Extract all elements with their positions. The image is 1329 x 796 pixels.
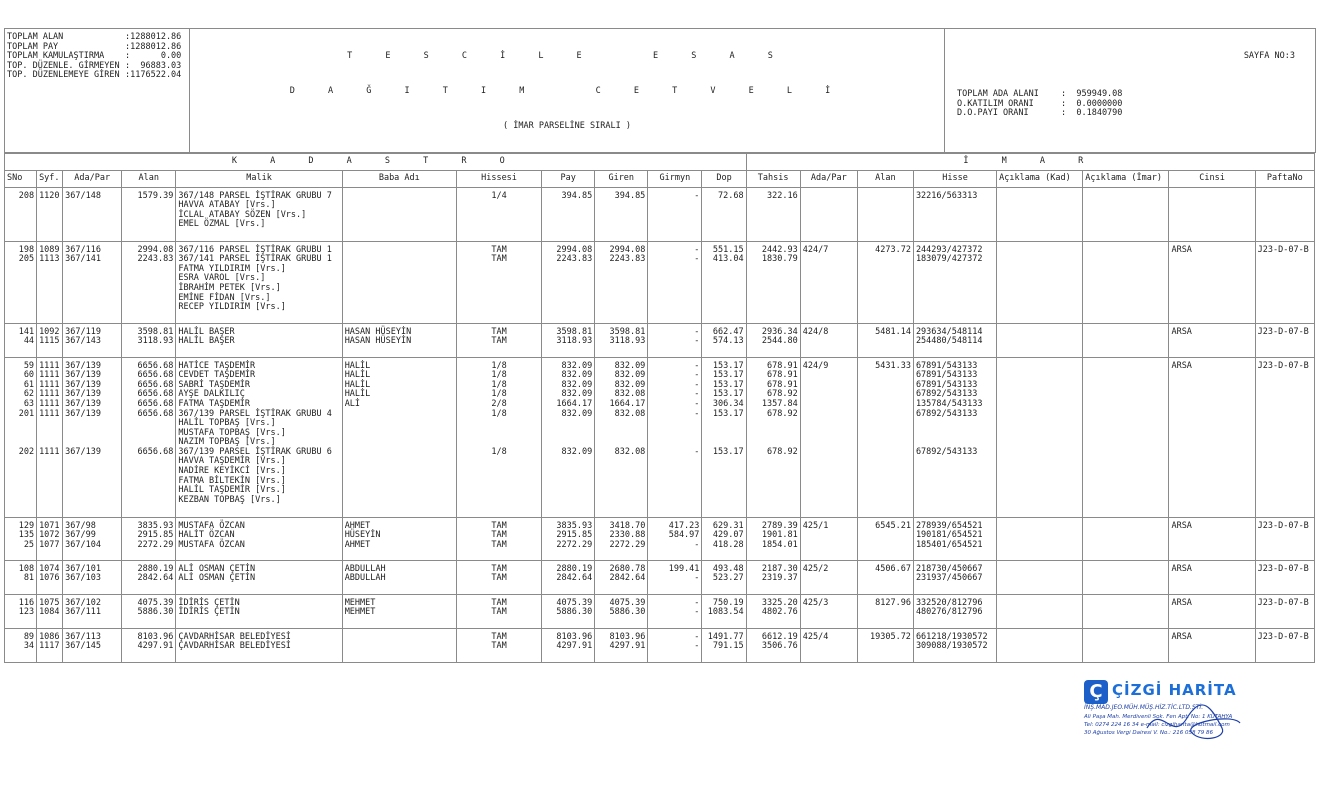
cell-giren: 3598.81 3118.93 [595,323,648,357]
cell-ack-kad [997,323,1083,357]
cell-imar-hisse: 32216/563313 [913,187,996,241]
page-number: SAYFA NO:3 [1243,51,1295,62]
table-row [5,628,1315,662]
column-header: SNo [5,170,37,187]
cell-pay: 2880.19 2842.64 [542,560,595,594]
cell-ack-kad [997,594,1083,628]
cell-cinsi: ARSA [1169,357,1255,517]
ratio-value: : 959949.08 [1061,88,1123,99]
cell-baba: HALİL HALİL HALİL HALİL ALİ [342,357,456,517]
column-header: Girmyn [648,170,702,187]
cell-pay: 832.09 832.09 832.09 832.09 1664.17 832.09 832.09 [542,357,595,517]
column-header: Açıklama (Kad) [997,170,1083,187]
cell-cinsi: ARSA [1169,560,1255,594]
title-line-3: ( İMAR PARSELİNE SIRALI ) [503,120,631,131]
cell-hisse: TAM TAM [456,594,541,628]
cell-tahsis: 6612.19 3506.76 [746,628,800,662]
section-imar: İ M A R [746,153,1314,170]
cell-syf: 1071 1072 1077 [37,517,63,560]
cell-pafta [1255,187,1314,241]
column-header: Açıklama (İmar) [1083,170,1169,187]
cell-ack-imar [1083,357,1169,517]
cell-imar-ada: 424/9 [800,357,857,517]
column-header: Ada/Par [63,170,122,187]
table-row [5,187,1315,241]
cell-tahsis: 2936.34 2544.80 [746,323,800,357]
cell-syf: 1092 1115 [37,323,63,357]
cell-pafta: J23-D-07-B [1255,560,1314,594]
cell-alan: 8103.96 4297.91 [122,628,176,662]
total-label: TOPLAM KAMULAŞTIRMA [7,51,105,62]
stamp-company-name: ÇİZGİ HARİTA [1112,681,1237,699]
cell-sno: 116 123 [5,594,37,628]
cell-girmyn: - - [648,594,702,628]
table-row [5,594,1315,628]
cell-imar-hisse: 67891/543133 67891/543133 67891/543133 67892/543133 135784/543133 67892/543133 67892/543133 [913,357,996,517]
cell-malik: ALİ OSMAN ÇETİN ALİ OSMAN ÇETİN [176,560,342,594]
cell-imar-alan: 5481.14 [857,323,913,357]
cell-sno: 141 44 [5,323,37,357]
cell-imar-hisse: 218730/450667 231937/450667 [913,560,996,594]
cell-girmyn: - - [648,241,702,323]
cell-imar-ada: 425/3 [800,594,857,628]
cell-hisse: TAM TAM [456,560,541,594]
column-header: Malik [176,170,342,187]
stamp-company-subtitle: İNŞ.MAD.JEO.MÜH.MÜŞ.HİZ.TİC.LTD.ŞTİ. [1084,704,1204,711]
cell-girmyn: - - [648,628,702,662]
cell-sno: 59 60 61 62 63 201 202 [5,357,37,517]
cell-dop: 662.47 574.13 [702,323,746,357]
cell-dop: 493.48 523.27 [702,560,746,594]
cell-alan: 2880.19 2842.64 [122,560,176,594]
ratio-label: D.O.PAYI ORANI [957,108,1029,119]
total-value: :1288012.86 [125,41,182,52]
cell-giren: 4075.39 5886.30 [595,594,648,628]
column-header: Hissesi [456,170,541,187]
cell-hisse: TAM TAM [456,241,541,323]
cell-alan: 3835.93 2915.85 2272.29 [122,517,176,560]
column-header: Dop [702,170,746,187]
total-value: :1288012.86 [125,32,182,42]
title-line-2: D A Ğ I T I M C E T V E L İ [289,85,845,96]
cell-ack-imar [1083,187,1169,241]
cell-ack-imar [1083,594,1169,628]
cell-dop: 629.31 429.07 418.28 [702,517,746,560]
cell-malik: 367/116 PARSEL İŞTİRAK GRUBU 1 367/141 PARSEL İŞTİRAK GRUBU 1 FATMA YILDIRIM [Vrs.] ESRA VAROL [Vrs.] İBRAHİM PETEK [Vrs.] EMİNE FİDAN [Vrs.] RECEP YILDIRIM [Vrs.] [176,241,342,323]
cell-syf: 1111 1111 1111 1111 1111 1111 1111 [37,357,63,517]
cell-giren: 2994.08 2243.83 [595,241,648,323]
cell-hisse: TAM TAM [456,628,541,662]
table-row [5,517,1315,560]
table-row [5,560,1315,594]
total-label: TOP. DÜZENLEMEYE GİREN [7,70,120,81]
totals-box [5,29,190,153]
cell-baba [342,628,456,662]
cell-pay: 394.85 [542,187,595,241]
table-row [5,323,1315,357]
cell-imar-hisse: 244293/427372 183079/427372 [913,241,996,323]
cell-girmyn: - - - - - - - [648,357,702,517]
total-label: TOPLAM PAY [7,41,59,52]
cell-baba: ABDULLAH ABDULLAH [342,560,456,594]
table-row [5,241,1315,323]
cell-dop: 72.68 [702,187,746,241]
cell-malik: HALİL BAŞER HALİL BAŞER [176,323,342,357]
total-value: :1176522.04 [125,70,182,81]
cell-cinsi: ARSA [1169,594,1255,628]
cell-tahsis: 322.16 [746,187,800,241]
cell-ada: 367/98 367/99 367/104 [63,517,122,560]
cell-giren: 394.85 [595,187,648,241]
cell-dop: 1491.77 791.15 [702,628,746,662]
header-table [4,28,1316,153]
cell-ack-kad [997,628,1083,662]
cell-syf: 1086 1117 [37,628,63,662]
stamp-contact: Tel: 0274 224 16 34 e-mail: cizgiharita@hotmail.com [1084,722,1230,728]
title-line-1: T E S C İ L E E S A S [347,51,787,62]
total-value: : 96883.03 [125,60,182,71]
cell-ack-imar [1083,517,1169,560]
cell-syf: 1120 [37,187,63,241]
cell-ack-kad [997,517,1083,560]
cell-giren: 832.09 832.09 832.09 832.08 1664.17 832.08 832.08 [595,357,648,517]
ratio-row [957,109,1313,119]
cell-hisse: 1/8 1/8 1/8 1/8 2/8 1/8 1/8 [456,357,541,517]
cell-girmyn: 199.41 - [648,560,702,594]
cell-pafta: J23-D-07-B [1255,357,1314,517]
cell-baba: AHMET HÜSEYİN AHMET [342,517,456,560]
column-header: Alan [857,170,913,187]
cell-ada: 367/102 367/111 [63,594,122,628]
cell-baba [342,187,456,241]
cell-imar-alan: 5431.33 [857,357,913,517]
cell-alan: 3598.81 3118.93 [122,323,176,357]
cell-sno: 208 [5,187,37,241]
column-header: PaftaNo [1255,170,1314,187]
table-row [5,357,1315,517]
total-row [7,71,187,81]
cell-ack-imar [1083,560,1169,594]
ratio-label: O.KATILIM ORANI [957,98,1034,109]
stamp-tax-number: 30 Ağustos Vergi Dairesi V. No.: 216 058 79 86 [1084,730,1213,736]
column-header: Tahsis [746,170,800,187]
column-header: Syf. [37,170,63,187]
cell-imar-alan: 4273.72 [857,241,913,323]
cell-pafta: J23-D-07-B [1255,517,1314,560]
distribution-document [4,28,1315,663]
cell-pay: 3835.93 2915.85 2272.29 [542,517,595,560]
cell-ack-kad [997,357,1083,517]
cell-pay: 2994.08 2243.83 [542,241,595,323]
cell-alan: 6656.68 6656.68 6656.68 6656.68 6656.68 6656.68 6656.68 [122,357,176,517]
cell-pay: 8103.96 4297.91 [542,628,595,662]
column-header: Giren [595,170,648,187]
cell-sno: 89 34 [5,628,37,662]
cell-cinsi [1169,187,1255,241]
column-header: Hisse [913,170,996,187]
cell-malik: ÇAVDARHİSAR BELEDİYESİ ÇAVDARHİSAR BELEDİYESİ [176,628,342,662]
cell-tahsis: 678.91 678.91 678.91 678.92 1357.84 678.92 678.92 [746,357,800,517]
cell-malik: MUSTAFA ÖZCAN HALİT ÖZCAN MUSTAFA ÖZCAN [176,517,342,560]
cell-pafta: J23-D-07-B [1255,241,1314,323]
column-header: Pay [542,170,595,187]
cell-giren: 2680.78 2842.64 [595,560,648,594]
cell-tahsis: 2187.30 2319.37 [746,560,800,594]
cell-imar-ada: 425/2 [800,560,857,594]
cell-imar-ada: 425/1 [800,517,857,560]
cell-syf: 1074 1076 [37,560,63,594]
column-header: Cinsi [1169,170,1255,187]
cell-imar-ada [800,187,857,241]
cell-pay: 3598.81 3118.93 [542,323,595,357]
cell-alan: 4075.39 5886.30 [122,594,176,628]
cell-imar-hisse: 293634/548114 254480/548114 [913,323,996,357]
cell-ada: 367/116 367/141 [63,241,122,323]
cell-girmyn: - - [648,323,702,357]
total-value: : 0.00 [125,51,182,62]
cell-imar-alan: 19305.72 [857,628,913,662]
signature-icon [1142,698,1242,748]
cell-cinsi: ARSA [1169,628,1255,662]
cell-tahsis: 2442.93 1830.79 [746,241,800,323]
cell-malik: HATİCE TAŞDEMİR CEVDET TAŞDEMİR SABRİ TAŞDEMİR AYŞE DALKILIÇ FATMA TAŞDEMİR 367/139 PARSEL İŞTİRAK GRUBU 4 HALİL TOPBAŞ [Vrs.] MUSTAFA TOPBAŞ [Vrs.] NAZIM TOPBAŞ [Vrs.] 367/139 PARSEL İŞTİRAK GRUBU 6 HAVVA TAŞDEMİR [Vrs.] NADİRE KEYİKCİ [Vrs.] FATMA BİLTEKİN [Vrs.] HALİL TAŞDEMİR [Vrs.] KEZBAN TOPBAŞ [Vrs.] [176,357,342,517]
stamp-address: Ali Paşa Mah. Merdivenli Sok. Fen Apt. No: 1 KÜTAHYA [1084,714,1233,720]
cell-ada: 367/101 367/103 [63,560,122,594]
cell-malik: 367/148 PARSEL İŞTİRAK GRUBU 7 HAVVA ATABAY [Vrs.] İCLAL ATABAY SÖZEN [Vrs.] EMEL ÖZMAL [Vrs.] [176,187,342,241]
cell-imar-hisse: 332520/812796 480276/812796 [913,594,996,628]
cell-ack-kad [997,187,1083,241]
cell-pafta: J23-D-07-B [1255,628,1314,662]
cell-ack-kad [997,241,1083,323]
cell-imar-ada: 424/8 [800,323,857,357]
cell-alan: 2994.08 2243.83 [122,241,176,323]
cell-imar-alan: 4506.67 [857,560,913,594]
cell-girmyn: - [648,187,702,241]
cell-imar-alan: 6545.21 [857,517,913,560]
cell-pafta: J23-D-07-B [1255,594,1314,628]
cell-imar-alan [857,187,913,241]
column-header: Baba Adı [342,170,456,187]
cell-syf: 1089 1113 [37,241,63,323]
cell-ada: 367/139 367/139 367/139 367/139 367/139 367/139 367/139 [63,357,122,517]
cell-dop: 750.19 1083.54 [702,594,746,628]
cell-ack-imar [1083,323,1169,357]
cell-sno: 129 135 25 [5,517,37,560]
cell-giren: 3418.70 2330.88 2272.29 [595,517,648,560]
cell-hisse: TAM TAM TAM [456,517,541,560]
cell-ack-imar [1083,241,1169,323]
cell-malik: İDİRİS ÇETİN İDİRİS ÇETİN [176,594,342,628]
cell-baba: MEHMET MEHMET [342,594,456,628]
cell-cinsi: ARSA [1169,517,1255,560]
column-header: Alan [122,170,176,187]
cell-imar-hisse: 661218/1930572 309088/1930572 [913,628,996,662]
ratio-value: : 0.0000000 [1061,98,1123,109]
document-title [190,29,945,153]
cell-dop: 551.15 413.04 [702,241,746,323]
cell-cinsi: ARSA [1169,241,1255,323]
cell-imar-ada: 424/7 [800,241,857,323]
cell-alan: 1579.39 [122,187,176,241]
cell-imar-alan: 8127.96 [857,594,913,628]
cell-syf: 1075 1084 [37,594,63,628]
company-logo-icon: Ç [1084,680,1108,704]
company-stamp [1082,678,1242,748]
cell-cinsi: ARSA [1169,323,1255,357]
cell-giren: 8103.96 4297.91 [595,628,648,662]
cell-baba: HASAN HÜSEYİN HASAN HÜSEYİN [342,323,456,357]
cell-tahsis: 2789.39 1901.81 1854.01 [746,517,800,560]
cell-girmyn: 417.23 584.97 - [648,517,702,560]
total-label: TOP. DÜZENLE. GİRMEYEN [7,60,120,71]
cell-imar-ada: 425/4 [800,628,857,662]
cell-ack-kad [997,560,1083,594]
cell-tahsis: 3325.20 4802.76 [746,594,800,628]
ratio-label: TOPLAM ADA ALANI [957,88,1039,99]
cell-dop: 153.17 153.17 153.17 153.17 306.34 153.17 153.17 [702,357,746,517]
cell-sno: 198 205 [5,241,37,323]
cell-pafta: J23-D-07-B [1255,323,1314,357]
column-header: Ada/Par [800,170,857,187]
cell-imar-hisse: 278939/654521 190181/654521 185401/654521 [913,517,996,560]
cell-ack-imar [1083,628,1169,662]
cell-ada: 367/148 [63,187,122,241]
cell-hisse: 1/4 [456,187,541,241]
section-kadastro: K A D A S T R O [5,153,747,170]
ratio-value: : 0.1840790 [1061,108,1123,119]
cell-hisse: TAM TAM [456,323,541,357]
cell-sno: 108 81 [5,560,37,594]
cell-pay: 4075.39 5886.30 [542,594,595,628]
ratios-box [945,29,1316,153]
total-label: TOPLAM ALAN [7,32,64,42]
cell-ada: 367/113 367/145 [63,628,122,662]
cell-baba [342,241,456,323]
cell-ada: 367/119 367/143 [63,323,122,357]
distribution-table [4,153,1315,663]
